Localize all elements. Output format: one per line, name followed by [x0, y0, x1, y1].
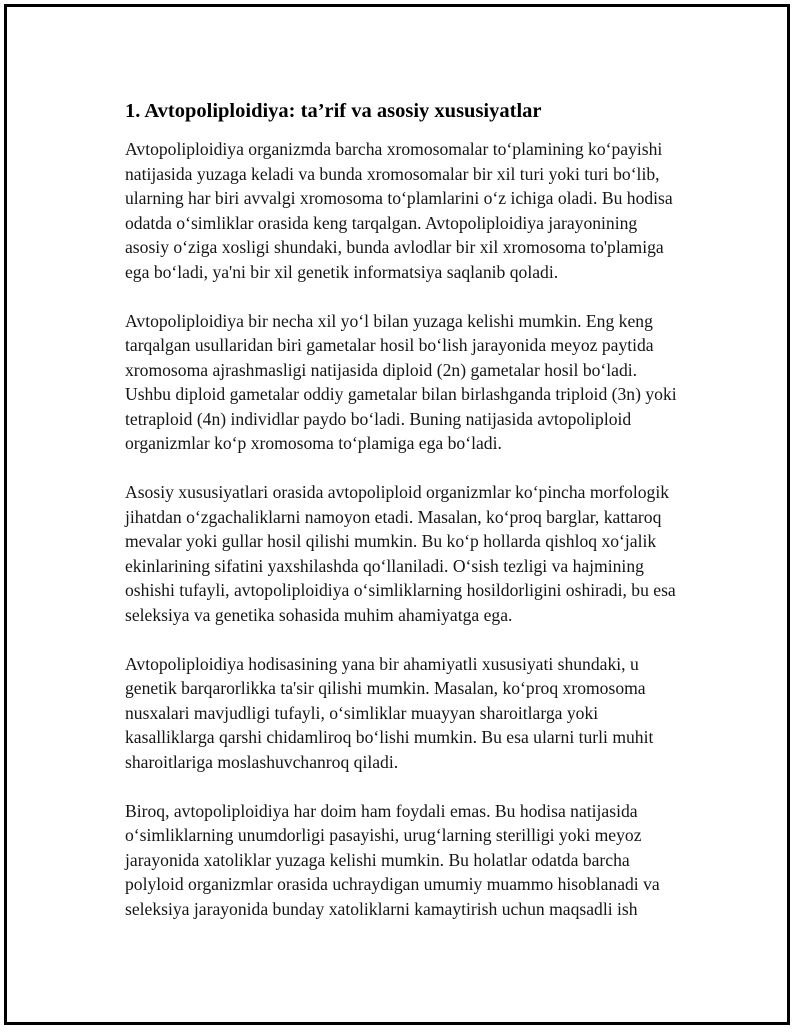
paragraph-definition: Avtopoliploidiya organizmda barcha xromosomalar to‘plamining ko‘payishi natijasida yuzaga keladi va bunda xromosomalar bir xil turi yoki turi bo‘lib, ularning har biri avvalgi xromosoma to‘plamlarini o‘z ichiga oladi. Bu hodisa odatda o‘simliklar orasida keng tarqalgan. Avtopoliploidiya jarayonining asosiy o‘ziga xosligi shundaki, bunda avlodlar bir xil xromosoma to'plamiga ega bo‘ladi, ya'ni bir xil genetik informatsiya saqlanib qoladi.	[125, 139, 673, 282]
paragraph-features: Asosiy xususiyatlari orasida avtopoliploid organizmlar ko‘pincha morfologik jihatdan o‘zgachaliklarni namoyon etadi. Masalan, ko‘proq barglar, kattaroq mevalar yoki gullar hosil qilishi mumkin. Bu ko‘p hollarda qishloq xo‘jalik ekinlarining sifatini yaxshilashda qo‘llaniladi. O‘sish tezligi va hajmining oshishi tufayli, avtopoliploidiya o‘simliklarning hosildorligini oshiradi, bu esa seleksiya va genetika sohasida muhim ahamiyatga ega.	[125, 482, 676, 625]
page-frame	[4, 4, 790, 1025]
paragraph-origin: Avtopoliploidiya bir necha xil yo‘l bilan yuzaga kelishi mumkin. Eng keng tarqalgan usullaridan biri gametalar hosil bo‘lish jarayonida meyoz paytida xromosoma ajrashmasligi natijasida diploid (2n) gametalar hosil bo‘ladi. Ushbu diploid gametalar oddiy gametalar bilan birlashganda triploid (3n) yoki tetraploid (4n) individlar paydo bo‘ladi. Buning natijasida avtopoliploid organizmlar ko‘p xromosoma to‘plamiga ega bo‘ladi.	[125, 310, 677, 453]
section-heading: 1. Avtopoliploidiya: ta’rif va asosiy xususiyatlar	[125, 100, 542, 122]
paragraph-stability: Avtopoliploidiya hodisasining yana bir ahamiyatli xususiyati shundaki, u genetik barqarorlikka ta'sir qilishi mumkin. Masalan, ko‘proq xromosoma nusxalari mavjudligi tufayli, o‘simliklar muayyan sharoitlarga yoki kasalliklarga qarshi chidamliroq bo‘lishi mumkin. Bu esa ularni turli muhit sharoitlariga moslashuvchanroq qiladi.	[125, 653, 654, 772]
document-body	[121, 97, 683, 946]
paragraph-drawbacks: Biroq, avtopoliploidiya har doim ham foydali emas. Bu hodisa natijasida o‘simliklarning unumdorligi pasayishi, urug‘larning sterilligi yoki meyoz jarayonida xatoliklar yuzaga kelishi mumkin. Bu holatlar odatda barcha polyloid organizmlar orasida uchraydigan umumiy muammo hisoblanadi va seleksiya jarayonida bunday xatoliklarni kamaytirish uchun maqsadli ish	[125, 800, 660, 919]
